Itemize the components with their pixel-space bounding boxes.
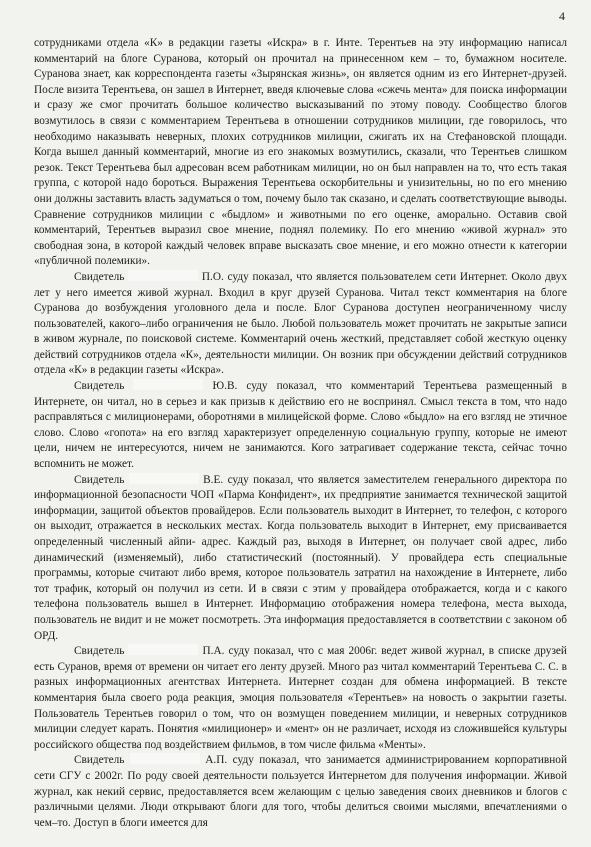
redacted-name bbox=[129, 473, 199, 484]
text-paragraph bbox=[34, 644, 567, 753]
redacted-name bbox=[133, 379, 203, 390]
paragraph-text: В.Е. суду показал, что является заместителем генерального директора по информационной безопасности ЧОП «Парма Конфидент», их предприятие занимается технической защитой информации, защитой объектов провайдеров. Если пользователь выходит в Интернет, то телефон, с которого он выходит, отражается в нескольких местах. Когда пользователь выходит в Интернет, ему присваивается определенный численный айпи- адрес. Каждый раз, выходя в Интернет, он получает свой адрес, либо динамический (изменяемый), либо статистический (постоянный). У провайдера есть специальные программы, которые считают либо время, которое пользователь затратил на нахождение в Интернете, либо тот трафик, который он получил из сети. И в связи с этим у провайдера отображается, когда и с какого телефона пользователь вышел в Интернет. Информацию отображения номера телефона, места выхода, пользователь не видит и не может посмотреть. Эта информация предоставляется в соответствии с законом об ОРД. bbox=[34, 473, 567, 642]
paragraph-text: А.П. суду показал, что занимается администрированием корпоративной сети СГУ с 2002г. По роду своей деятельности пользуется Интернетом для получения информации. Живой журнал, как некий сервис, предоставляется всем желающим с целью заведения своих дневников и блогов с различными целями. Люди открывают блоги для того, чтобы делиться своими мыслями, впечатлениями о чем–то. Доступ в блоги имеется для bbox=[34, 754, 567, 829]
paragraph-text: Свидетель bbox=[74, 754, 130, 767]
redacted-name bbox=[128, 644, 198, 655]
paragraph-text: Свидетель bbox=[74, 380, 134, 393]
paragraph-text: Свидетель bbox=[74, 473, 129, 486]
redacted-name bbox=[130, 753, 200, 764]
text-paragraph bbox=[34, 379, 567, 473]
text-paragraph bbox=[34, 270, 567, 379]
paragraph-text: П.А. суду показал, что с мая 2006г. ведет живой журнал, в списке друзей есть Суранов, время от времени он читает его ленту друзей. Много раз читал комментарий Терентьева С. С. в разных информационных агентствах Интернета. Интернет создан для обмена информацией. В тексте комментария была своего рода реакция, эмоция пользователя «Терентьев» на новость о закрытии газеты. Пользователь Терентьев говорил о том, что он возмущен поведением милиции, и неверных сотрудников милиции следует карать. Понятия «милиционер» и «мент» он не различает, исходя из сложившейся культуры российского общества под воздействием фильмов, в том числе фильма «Менты». bbox=[34, 645, 567, 751]
paragraph-text: Свидетель bbox=[74, 645, 129, 658]
text-paragraph bbox=[34, 753, 567, 831]
text-paragraph bbox=[34, 473, 567, 645]
document-body bbox=[34, 36, 567, 831]
text-paragraph bbox=[34, 36, 567, 270]
paragraph-text: Свидетель bbox=[74, 270, 129, 283]
paragraph-text: П.О. суду показал, что является пользователем сети Интернет. Около двух лет у него имеется живой журнал. Входил в круг друзей Суранова. Читал текст комментария на блоге Суранова до возбуждения уголовного дела и после. Блог Суранова доступен неограниченному числу пользователей, какого–либо ограничения не было. Любой пользователь может прочитать не закрытые записи в живом журнале, по поисковой системе. Комментарий очень жесткий, представляет собой жесткую оценку действий сотрудников отдела «К», деятельности милиции. Он возник при обсуждении действий сотрудников отдела «К» в редакции газеты «Искра». bbox=[34, 270, 567, 377]
paragraph-text: сотрудниками отдела «К» в редакции газеты «Искра» в г. Инте. Терентьев на эту информацию написал комментарий на блоге Суранова, который он прочитал на принесенном кем – то, бумажном носителе. Суранова знает, как корреспондента газеты «Зырянская жизнь», он является одним из его Интернет-друзей. После визита Терентьева, он зашел в Интернет, введя ключевые слова «сжечь мента» для поиска информации и сразу же смог прочитать большое количество высказываний по этому поводу. Сообщество блогов возмутилось в связи с комментарием Терентьева в отношении сотрудников милиции, где говорилось, что необходимо наказывать неверных, плохих сотрудников милиции, сжигать их на Стефановской площади. Когда вышел данный комментарий, многие из его знакомых возмутились, сказали, что Терентьев слишком резок. Текст Терентьева был адресован всем работникам милиции, но он был направлен на то, что есть такая группа, с которой надо бороться. Выражения Терентьева оскорбительны и унизительны, но по его мнению они должны заставить власть задуматься о том, почему было так сказано, и сделать соответствующие выводы. Сравнение сотрудников милиции с «быдлом» и животными по его оценке, аморально. Оставив свой комментарий, Терентьев выразил свое мнение, поднял полемику. По его мнению «живой журнал» это свободная зона, в которой каждый человек вправе высказать свое мнение, и его можно отнести к категории «публичной полемики». bbox=[34, 37, 567, 268]
paragraph-text: Ю.В. суду показал, что комментарий Терентьева размещенный в Интернете, он читал, но в серьез и как призыв к действию его не воспринял. Смысл текста в том, что надо расправляться с милиционерами, оборотнями в милицейской форме. Слово «быдло» на его взгляд не этичное слово. Слово «гопота» на его взгляд характеризует определенную социальную группу, которые не имеют цели, ничем не интересуются, ничем не занимаются. Кого затрагивает содержание текста, сейчас точно вспомнить не может. bbox=[34, 380, 567, 471]
redacted-name bbox=[128, 270, 198, 281]
page-number: 4 bbox=[559, 9, 565, 23]
